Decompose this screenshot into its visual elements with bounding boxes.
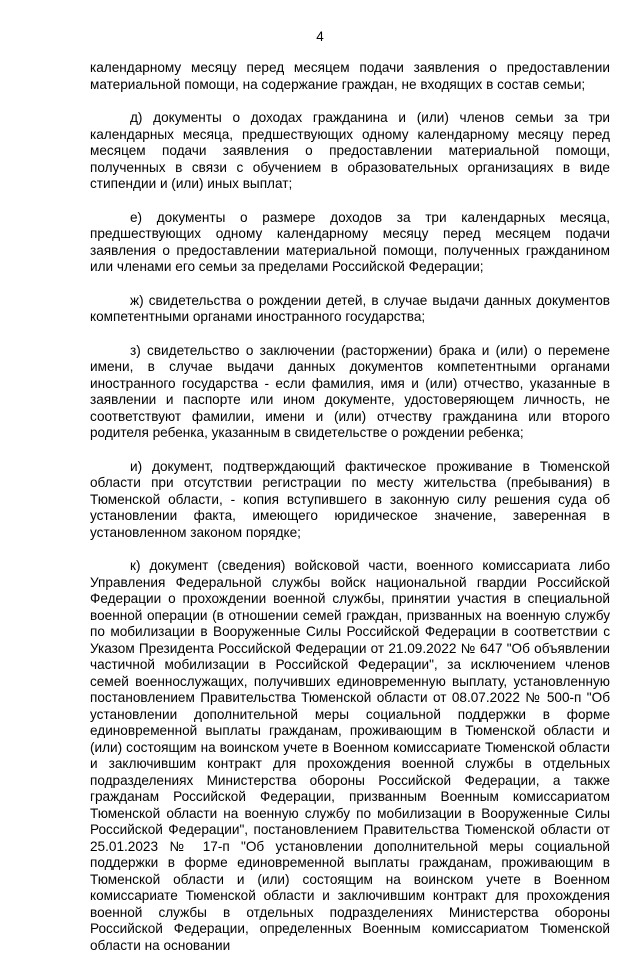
paragraph-continuation: календарному месяцу перед месяцем подачи заявления о предоставлении материальной помощи, на содержание граждан, не входящих в состав семьи; xyxy=(90,60,610,92)
document-body xyxy=(90,60,610,971)
paragraph-item-k: к) документ (сведения) войсковой части, военного комиссариата либо Управления Федеральной службы войск национальной гвардии Российской Федерации о прохождении военной службы, принятии участия в специальной военной операции (в отношении семей граждан, призванных на военную службу по мобилизации в Вооруженные Силы Российской Федерации в соответствии с Указом Президента Российской Федерации от 21.09.2022 № 647 "Об объявлении частичной мобилизации в Российской Федерации", за исключением членов семей военнослужащих, получивших единовременную выплату, установленную постановлением Правительства Тюменской области от 08.07.2022 № 500-п "Об установлении дополнительной меры социальной поддержки в форме единовременной выплаты гражданам, проживающим в Тюменской области и (или) состоящим на воинском учете в Военном комиссариате Тюменской области и заключившим контракт для прохождения военной службы в отдельных подразделениях Министерства обороны Российской Федерации, а также гражданам Российской Федерации, призванным Военным комиссариатом Тюменской области на военную службу по мобилизации в Вооруженные Силы Российской Федерации", постановлением Правительства Тюменской области от 25.01.2023 № 17-п "Об установлении дополнительной меры социальной поддержки в форме единовременной выплаты гражданам, проживающим в Тюменской области и (или) состоящим на воинском учете в Военном комиссариате Тюменской области и заключившим контракт для прохождения военной службы в отдельных подразделениях Министерства обороны Российской Федерации, определенных Военным комиссариатом Тюменской области на основании xyxy=(90,558,610,953)
paragraph-item-z: з) свидетельство о заключении (расторжении) брака и (или) о перемене имени, в случае выдачи данных документов компетентными органами иностранного государства - если фамилия, имя и (или) отчество, указанные в заявлении и паспорте или ином документе, удостоверяющем личность, не соответствуют фамилии, имени и (или) отчеству гражданина или второго родителя ребенка, указанным в свидетельстве о рождении ребенка; xyxy=(90,342,610,440)
paragraph-item-e: е) документы о размере доходов за три календарных месяца, предшествующих одному календарному месяцу перед месяцем подачи заявления о предоставлении материальной помощи, полученных гражданином или членами его семьи за пределами Российской Федерации; xyxy=(90,209,610,274)
paragraph-item-i: и) документ, подтверждающий фактическое проживание в Тюменской области при отсутствии регистрации по месту жительства (пребывания) в Тюменской области, - копия вступившего в законную силу решения суда об установлении факта, имеющего юридическое значение, заверенная в установленном законом порядке; xyxy=(90,458,610,540)
page-number: 4 xyxy=(316,29,324,44)
paragraph-item-zh: ж) свидетельства о рождении детей, в случае выдачи данных документов компетентными органами иностранного государства; xyxy=(90,292,610,324)
paragraph-item-d: д) документы о доходах гражданина и (или) членов семьи за три календарных месяца, предшествующих одному календарному месяцу перед месяцем подачи заявления о предоставлении материальной помощи, полученных в связи с обучением в образовательных организациях в виде стипендии и (или) иных выплат; xyxy=(90,110,610,191)
